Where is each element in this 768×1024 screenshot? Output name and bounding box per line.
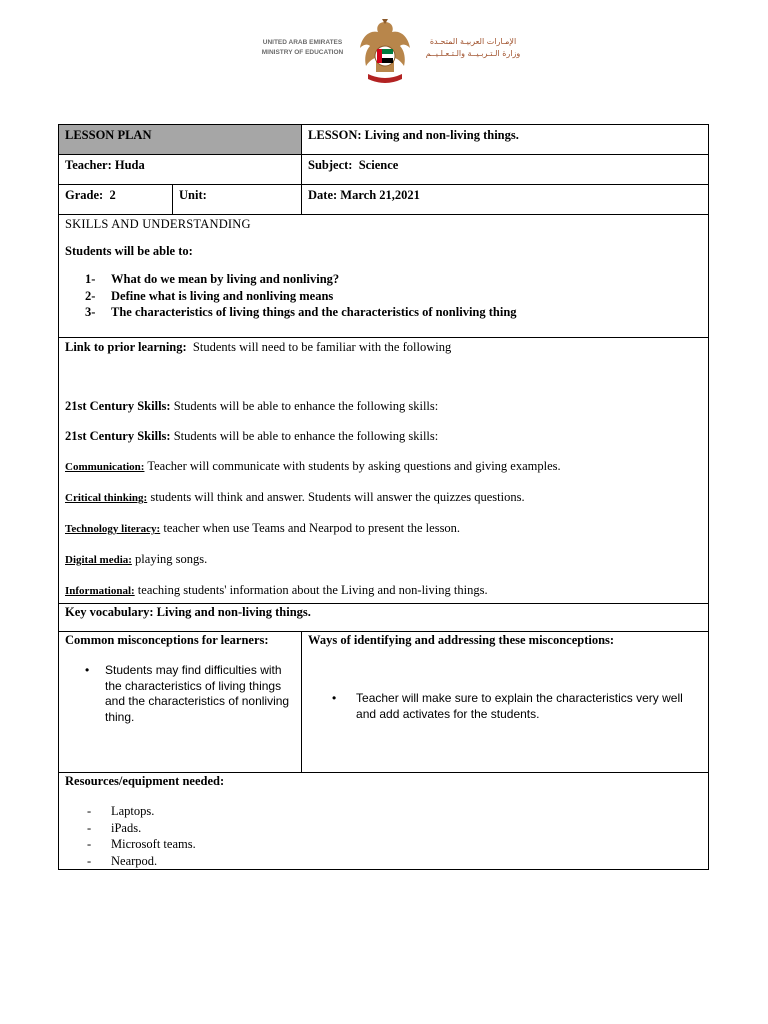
item-text: What do we mean by living and nonliving? [111,272,340,286]
skills-intro: Students will be able to: [65,244,193,258]
list-item [65,288,702,305]
skill-label: Technology literacy: [65,523,161,535]
list-item [65,663,295,725]
date-label: Date: [308,188,338,202]
item-text: Define what is living and nonliving means [111,288,334,303]
teacher-label: Teacher: [65,158,112,172]
list-item [65,836,702,853]
skills-section [59,215,709,338]
addressing-heading: Ways of identifying and addressing these misconceptions: [308,633,615,647]
century-label: 21st Century Skills: [65,399,171,413]
list-item [65,803,702,820]
subject-value: Science [358,158,399,172]
lesson-plan-table [58,124,709,870]
ministry-name-arabic-line: وزارة الـتـربـيــة والـتـعـلـيــم [425,49,521,58]
list-item [308,691,702,722]
date-cell [302,185,709,215]
list-item [65,820,702,837]
grade-label: Grade: [65,188,104,202]
ministry-name-arabic [418,36,528,60]
lesson-plan-label: LESSON PLAN [59,125,302,155]
item-number: 2- [85,288,96,303]
dash-marker: - [87,804,92,818]
skill-text: playing songs. [135,552,208,566]
item-text: Laptops. [111,804,155,818]
country-name: UNITED ARAB EMIRATES [262,39,343,46]
dash-marker: - [87,837,92,851]
ministry-name: MINISTRY OF EDUCATION [261,49,344,56]
skill-text: teaching students' information about the Living and non-living things. [137,583,488,597]
learning-section [59,338,709,604]
item-text: Nearpod. [111,853,158,868]
teacher-cell [59,155,302,185]
teacher-name: Huda [114,158,145,172]
list-item [65,271,702,288]
bullet-icon: • [85,663,90,677]
century-skills-repeat [65,428,702,444]
skill-critical-thinking [65,489,702,506]
uae-falcon-emblem-icon [356,16,414,88]
ministry-name-english [250,38,355,58]
list-item [65,853,702,870]
resources-list [65,803,702,869]
prior-label: Link to prior learning: [65,340,187,354]
item-text: The characteristics of living things and the characteristics of nonliving thing [111,305,517,319]
grade-value: 2 [109,188,116,202]
skill-label: Informational: [65,585,135,597]
century-text: Students will be able to enhance the following skills: [173,429,439,443]
vocabulary-label: Key vocabulary: [65,605,154,619]
item-text: Teacher will make sure to explain the characteristics very well and add activates for the students. [356,691,683,721]
unit-label: Unit: [179,188,207,202]
skill-text: Teacher will communicate with students by asking questions and giving examples. [147,459,561,473]
objectives-list [65,271,702,321]
bullet-icon: • [332,691,337,705]
misconceptions-heading: Common misconceptions for learners: [65,633,269,647]
century-label: 21st Century Skills: [65,429,171,443]
resources-heading: Resources/equipment needed: [65,774,225,788]
unit-cell [173,185,302,215]
subject-label: Subject: [308,158,353,172]
skill-label: Digital media: [65,554,132,566]
vocabulary-value: Living and non-living things. [156,605,311,619]
lesson-title: Living and non-living things. [364,128,519,142]
century-text: Students will be able to enhance the following skills: [173,399,439,413]
skill-label: Critical thinking: [65,492,148,504]
prior-learning [65,338,702,356]
lesson-label: LESSON: [308,128,362,142]
addressing-cell [302,632,709,773]
item-text: iPads. [111,820,142,835]
ministry-header [240,12,530,92]
skill-informational [65,582,702,599]
prior-text: Students will need to be familiar with the following [192,340,452,354]
addressing-list [308,691,702,722]
item-text: Microsoft teams. [111,837,196,851]
resources-section [59,773,709,870]
date-value: March 21,2021 [340,188,420,202]
skill-text: students will think and answer. Students will answer the quizzes questions. [150,490,525,504]
skill-text: teacher when use Teams and Nearpod to present the lesson. [163,521,461,535]
list-item [65,304,702,321]
skill-communication [65,458,702,475]
item-number: 1- [85,272,96,286]
lesson-cell [302,125,709,155]
country-name-arabic: الإمـارات العربيـة المتحـدة [429,37,517,46]
skill-digital-media [65,551,702,568]
vocabulary-row [59,604,709,632]
dash-marker: - [87,820,92,835]
skill-technology-literacy [65,520,702,537]
item-text: Students may find difficulties with the characteristics of living things and the characteristics of nonliving thing. [105,663,290,724]
grade-cell [59,185,173,215]
misconceptions-cell [59,632,302,773]
century-skills [65,398,702,414]
skills-heading: SKILLS AND UNDERSTANDING [65,217,251,231]
item-number: 3- [85,305,96,319]
subject-cell [302,155,709,185]
misconceptions-list [65,663,295,725]
dash-marker: - [87,853,92,868]
skill-label: Communication: [65,461,145,473]
